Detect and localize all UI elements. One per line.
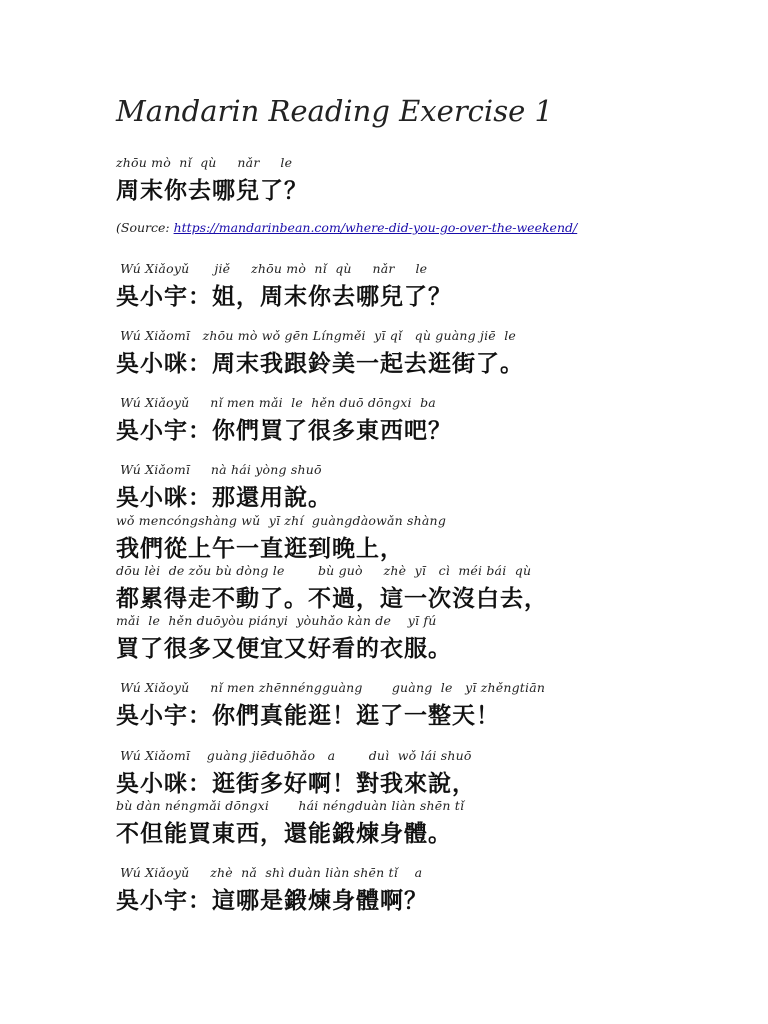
hanzi-text: 吳小咪：周末我跟鈴美一起去逛街了。 (116, 351, 524, 377)
reading-line-6 (116, 563, 548, 613)
pinyin-text: mǎi le hěn duōyòu piányi yòuhǎo kàn de yī fú (116, 613, 437, 628)
hanzi-text: 我們從上午一直逛到晚上， (116, 536, 404, 562)
pinyin-text: Wú Xiǎoyǔ jiě zhōu mò nǐ qù nǎr le (116, 261, 428, 276)
document-title: Mandarin Reading Exercise 1 (116, 94, 553, 128)
pinyin-text: zhōu mò nǐ qù nǎr le (116, 155, 293, 170)
reading-line-11 (116, 865, 428, 915)
reading-line-7 (116, 613, 452, 663)
reading-line-4 (116, 462, 332, 512)
hanzi-text: 不但能買東西，還能鍛煉身體。 (116, 821, 452, 847)
pinyin-text: wǒ mencóngshàng wǔ yī zhí guàngdàowǎn shàng (116, 513, 447, 528)
reading-line-1 (116, 261, 452, 311)
hanzi-text: 吳小宇：你們買了很多東西吧？ (116, 418, 452, 444)
hanzi-text: 買了很多又便宜又好看的衣服。 (116, 636, 452, 662)
hanzi-text: 周末你去哪兒了？ (116, 178, 308, 204)
reading-line-8 (116, 680, 545, 730)
pinyin-text: Wú Xiǎoyǔ zhè nǎ shì duàn liàn shēn tǐ a (116, 865, 423, 880)
reading-line-2 (116, 328, 524, 378)
hanzi-text: 吳小咪：那還用說。 (116, 485, 332, 511)
reading-line-3 (116, 395, 452, 445)
hanzi-text: 吳小宇：姐，周末你去哪兒了？ (116, 284, 452, 310)
pinyin-text: dōu lèi de zǒu bù dòng le bù guò zhè yī cì méi bái qù (116, 563, 532, 578)
pinyin-text: Wú Xiǎoyǔ nǐ men zhēnnéngguàng guàng le yī zhěngtiān (116, 680, 546, 695)
reading-line-10 (116, 798, 464, 848)
hanzi-text: 吳小咪：逛街多好啊！對我來說， (116, 771, 476, 797)
source-prefix: (Source: (116, 220, 174, 235)
hanzi-text: 吳小宇：這哪是鍛煉身體啊？ (116, 888, 428, 914)
source-link[interactable]: https://mandarinbean.com/where-did-you-go-over-the-weekend/ (173, 220, 578, 235)
reading-line-9 (116, 748, 476, 798)
pinyin-text: bù dàn néngmǎi dōngxi hái néngduàn liàn shēn tǐ (116, 798, 465, 813)
pinyin-text: Wú Xiǎoyǔ nǐ men mǎi le hěn duō dōngxi ba (116, 395, 436, 410)
reading-line-0 (116, 155, 308, 205)
pinyin-text: Wú Xiǎomī nà hái yòng shuō (116, 462, 322, 477)
reading-line-5 (116, 513, 446, 563)
hanzi-text: 都累得走不動了。不過，這一次沒白去， (116, 586, 548, 612)
hanzi-text: 吳小宇：你們真能逛！逛了一整天！ (116, 703, 500, 729)
pinyin-text: Wú Xiǎomī zhōu mò wǒ gēn Língměi yī qǐ qù guàng jiē le (116, 328, 517, 343)
source-citation (116, 220, 577, 235)
pinyin-text: Wú Xiǎomī guàng jiēduōhǎo a duì wǒ lái shuō (116, 748, 472, 763)
